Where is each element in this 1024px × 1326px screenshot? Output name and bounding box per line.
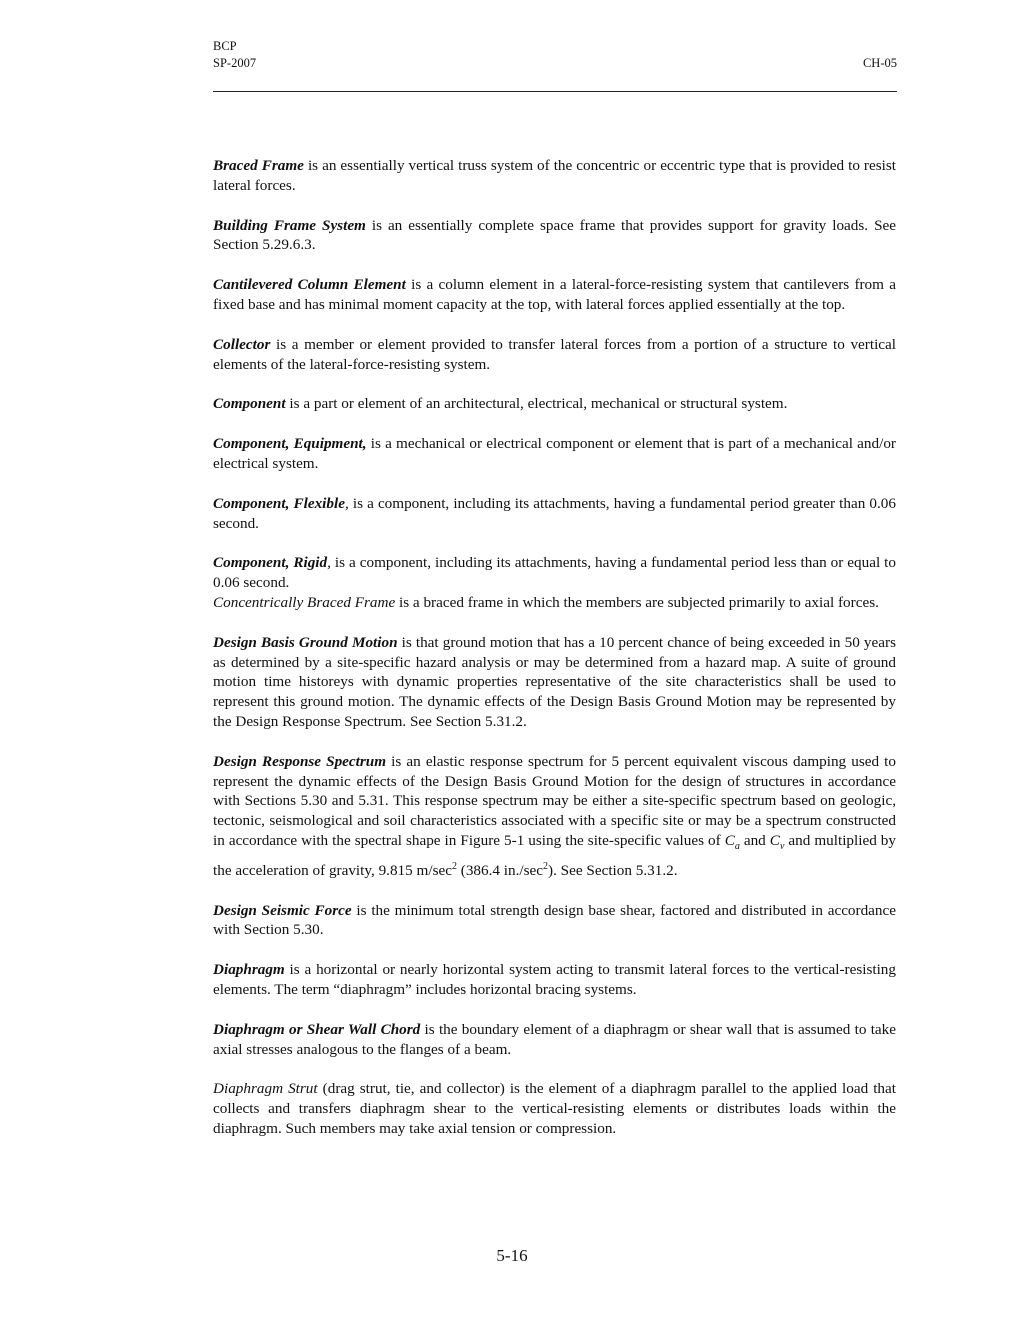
- definition-design-seismic-force: [213, 901, 896, 941]
- definition-text-part-b: and multiplied by the acceleration of gravity, 9.815 m/sec: [213, 831, 896, 879]
- term: Building Frame System: [213, 216, 366, 234]
- definition-diaphragm: [213, 960, 896, 1000]
- definition-text: is an essentially complete space frame that provides support for gravity loads. See Section 5.29.6.3.: [213, 216, 896, 254]
- definition-diaphragm-or-shear-wall-chord: [213, 1020, 896, 1060]
- superscript: 2: [543, 860, 549, 872]
- term-suffix: ,: [344, 494, 349, 512]
- term: Design Seismic Force: [213, 901, 352, 919]
- definition-text: is a horizontal or nearly horizontal system acting to transmit lateral forces to the vertical-resisting elements. The term “diaphragm” includes horizontal bracing systems.: [213, 961, 896, 998]
- header-document-code: SP-2007: [213, 56, 257, 70]
- definition-text: is the minimum total strength design base shear, factored and distributed in accordance with Section 5.30.: [213, 901, 896, 939]
- definition-text: is a component, including its attachments, having a fundamental period less than or equal to 0.06 second.: [213, 554, 896, 592]
- term: Component: [213, 395, 286, 413]
- page-header: [213, 38, 897, 72]
- term-suffix: ,: [327, 554, 331, 572]
- definition-text: is a component, including its attachments, having a fundamental period greater than 0.06 second.: [213, 494, 896, 532]
- term: Diaphragm or Shear Wall Chord: [213, 1020, 421, 1038]
- term: Cantilevered Column Element: [213, 276, 406, 294]
- definition-building-frame-system: [213, 216, 896, 256]
- symbol-ca: $C_a$: [724, 831, 740, 852]
- definitions-list: [213, 156, 896, 1159]
- definition-collector: [213, 335, 896, 375]
- definition-text: is a mechanical or electrical component or element that is part of a mechanical and/or electrical system.: [213, 435, 896, 472]
- definition-text: is the boundary element of a diaphragm or shear wall that is assumed to take axial stresses analogous to the flanges of a beam.: [213, 1020, 896, 1058]
- definition-text: is a part or element of an architectural, electrical, mechanical or structural system.: [285, 395, 788, 413]
- term: Component, Equipment,: [213, 435, 367, 453]
- definition-text-and: and: [739, 831, 770, 849]
- definition-concentrically-braced-frame: [213, 593, 896, 613]
- superscript: 2: [451, 860, 457, 872]
- symbol-cv: $C_v$: [769, 831, 785, 852]
- definition-component-rigid: [213, 553, 896, 593]
- header-line-bcp: BCP: [213, 39, 237, 53]
- definition-design-response-spectrum: [213, 752, 896, 881]
- definition-text: is a member or element provided to transfer lateral forces from a portion of a structure to vertical elements of the lateral-force-resisting system.: [213, 335, 896, 373]
- term: Design Response Spectrum: [213, 752, 387, 770]
- page-number: 5-16: [496, 1246, 528, 1265]
- definition-text-part-a: is an elastic response spectrum for 5 percent equivalent viscous damping used to represent the dynamic effects of the Design Basis Ground Motion for the design of structures in accordance with Sections 5.30 and 5.31. This response spectrum may be either a site-specific spectrum based on geologic, tectonic, seismological and soil characteristics associated with a specific site or may be a spectrum constructed in accordance with the spectral shape in Figure 5-1 using the site-specific values of: [213, 752, 897, 849]
- definition-text: (drag strut, tie, and collector) is the element of a diaphragm parallel to the applied load that collects and transfers diaphragm shear to the vertical-resisting elements or distributes loads within the diaphragm. Such members may take axial tension or compression.: [213, 1080, 896, 1137]
- definition-diaphragm-strut: [213, 1079, 896, 1138]
- definition-text: is an essentially vertical truss system of the concentric or eccentric type that is provided to resist lateral forces.: [213, 157, 896, 194]
- header-rule: [213, 91, 897, 92]
- definition-component: [213, 394, 896, 414]
- definition-cantilevered-column-element: [213, 275, 896, 315]
- definition-text-part-d: ). See Section 5.31.2.: [548, 861, 678, 879]
- term: Component, Rigid: [213, 554, 328, 572]
- definition-braced-frame: [213, 156, 896, 196]
- definition-component-equipment: [213, 434, 896, 474]
- definition-text: is a column element in a lateral-force-resisting system that cantilevers from a fixed base and has minimal moment capacity at the top, with lateral forces applied essentially at the top.: [213, 276, 896, 313]
- definition-text: is a braced frame in which the members are subjected primarily to axial forces.: [395, 593, 879, 611]
- term: Collector: [213, 335, 271, 353]
- term: Concentrically Braced Frame: [213, 593, 396, 611]
- term: Component, Flexible: [213, 494, 345, 512]
- definition-component-flexible: [213, 494, 896, 534]
- term: Diaphragm Strut: [213, 1080, 318, 1098]
- term: Diaphragm: [213, 961, 285, 979]
- header-chapter-code: CH-05: [862, 56, 897, 70]
- definition-text: is that ground motion that has a 10 percent chance of being exceeded in 50 years as determined by a site-specific hazard analysis or may be determined from a hazard map. A suite of ground motion time historeys with dynamic properties representative of the site characteristics shall be used to represent this ground motion. The dynamic effects of the Design Basis Ground Motion may be represented by the Design Response Spectrum. See Section 5.31.2.: [213, 633, 896, 730]
- term: Design Basis Ground Motion: [213, 633, 398, 651]
- definition-text-part-c: (386.4 in./sec: [456, 861, 544, 879]
- definition-design-basis-ground-motion: [213, 633, 896, 732]
- term: Braced Frame: [213, 157, 304, 174]
- header-line-2: [213, 55, 897, 72]
